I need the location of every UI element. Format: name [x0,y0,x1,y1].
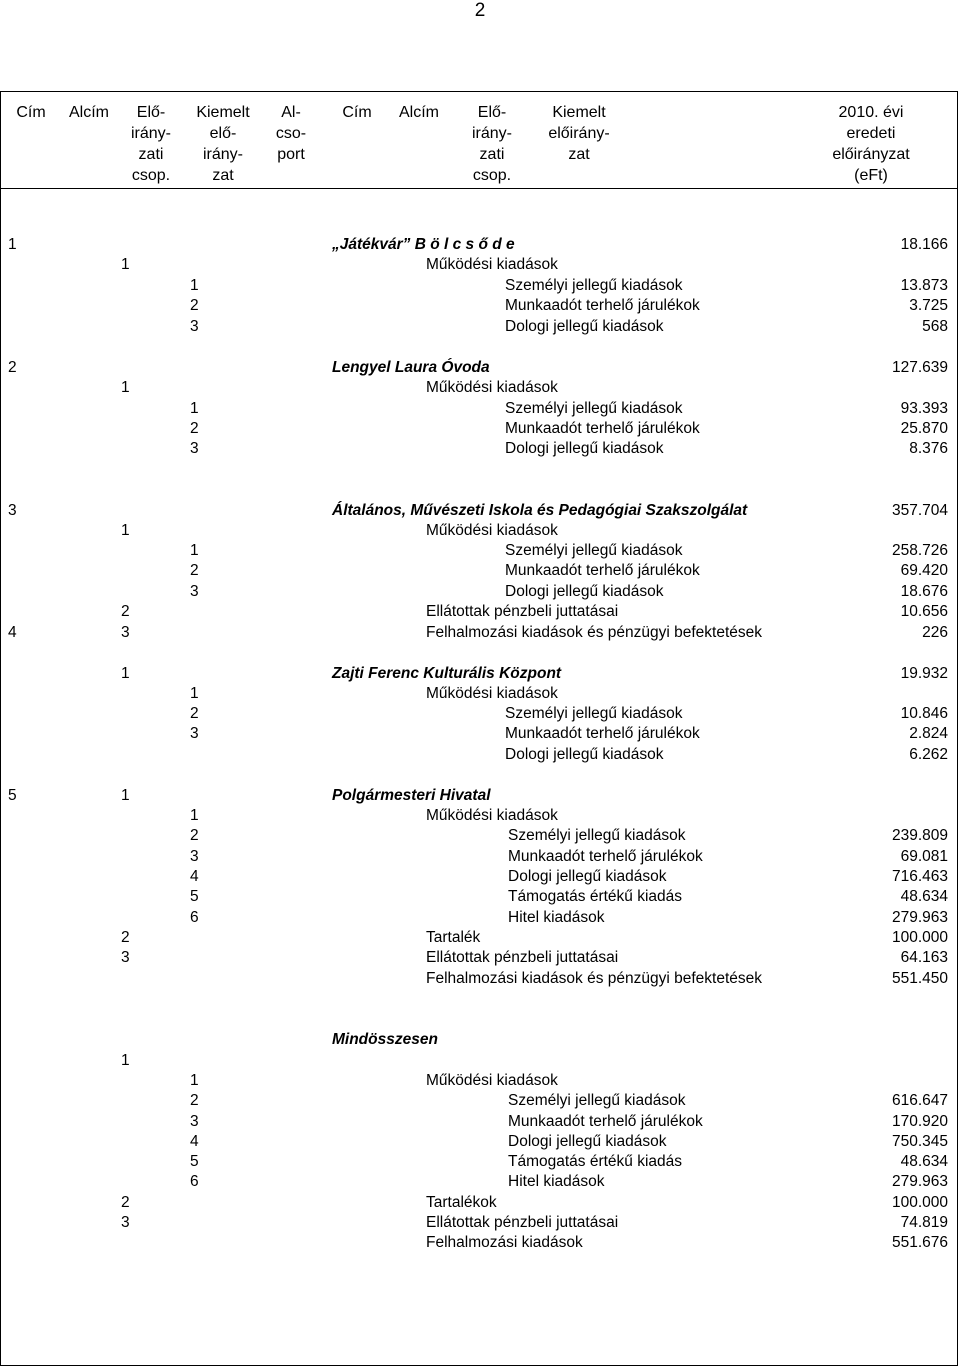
header-eredeti-eloiranyzat: 2010. évi eredeti előirányzat (eFt) [832,104,910,184]
row-label: Dologi jellegű kiadások [505,318,664,335]
row-label: Munkaadót terhelő járulékok [505,420,700,437]
row-label: Munkaadót terhelő járulékok [508,1113,703,1130]
eloiranyzati-csop-number: 1 [190,685,199,702]
alcim-number: 3 [121,949,130,966]
row-label: Dologi jellegű kiadások [508,1133,667,1150]
row-value: 48.634 [900,1153,948,1170]
eloiranyzati-csop-number: 1 [190,542,199,559]
eloiranyzati-csop-number: 4 [190,1133,199,1150]
eloiranyzati-csop-number: 1 [190,277,199,294]
eloiranyzati-csop-number: 4 [190,868,199,885]
row-value: 13.873 [900,277,948,294]
row-label: „Játékvár” B ö l c s ő d e [332,236,515,253]
cim-number: 5 [8,787,17,804]
row-value: 716.463 [891,868,948,885]
alcim-number: 1 [121,665,130,682]
cim-number: 3 [8,502,17,519]
row-label: Dologi jellegű kiadások [508,868,667,885]
eloiranyzati-csop-number: 6 [190,1173,199,1190]
row-label: Felhalmozási kiadások és pénzügyi befektetések [426,970,763,987]
row-label: Személyi jellegű kiadások [505,542,683,559]
cim-number: 4 [8,624,17,641]
row-value: 100.000 [891,1194,948,1211]
row-label: Tartalékok [426,1194,497,1211]
row-value: 551.676 [891,1234,948,1251]
row-label: Személyi jellegű kiadások [508,827,686,844]
row-label: Munkaadót terhelő járulékok [505,297,700,314]
alcim-number: 2 [121,929,130,946]
eloiranyzati-csop-number: 2 [190,1092,199,1109]
row-value: 2.824 [909,725,948,742]
row-value: 19.932 [900,665,948,682]
row-label: Működési kiadások [426,685,558,702]
row-label: Általános, Művészeti Iskola és Pedagógiai Szakszolgálat [332,502,748,519]
header-cim-2: Cím [342,104,372,121]
row-label: Hitel kiadások [508,1173,605,1190]
row-value: 18.676 [900,583,948,600]
row-label: Működési kiadások [426,256,558,273]
row-value: 127.639 [891,359,948,376]
row-label: Ellátottak pénzbeli juttatásai [426,1214,619,1231]
row-label: Működési kiadások [426,522,558,539]
row-label: Működési kiadások [426,1072,558,1089]
header-eloiranyzati-csop-2: Elő- irány- zati csop. [471,104,512,184]
eloiranyzati-csop-number: 3 [190,583,199,600]
eloiranyzati-csop-number: 6 [190,909,199,926]
row-value: 100.000 [891,929,948,946]
eloiranyzati-csop-number: 3 [190,1113,199,1130]
alcim-number: 3 [121,1214,130,1231]
row-label: Támogatás értékű kiadás [508,888,683,905]
row-label: Ellátottak pénzbeli juttatásai [426,949,619,966]
row-label: Hitel kiadások [508,909,605,926]
alcim-number: 3 [121,624,130,641]
eloiranyzati-csop-number: 3 [190,848,199,865]
alcim-number: 2 [121,603,130,620]
row-label: Polgármesteri Hivatal [332,787,491,804]
eloiranyzati-csop-number: 1 [190,807,199,824]
header-divider [1,188,957,189]
row-value: 10.846 [900,705,948,722]
row-value: 8.376 [909,440,948,457]
alcim-number: 1 [121,1052,130,1069]
row-value: 750.345 [891,1133,948,1150]
row-value: 279.963 [891,1173,948,1190]
row-label: Ellátottak pénzbeli juttatásai [426,603,619,620]
header-cim-1: Cím [16,104,46,121]
row-label: Mindösszesen [332,1031,438,1048]
row-value: 64.163 [900,949,948,966]
cim-number: 2 [8,359,17,376]
row-label: Munkaadót terhelő járulékok [508,848,703,865]
row-value: 69.420 [900,562,948,579]
row-label: Tartalék [426,929,481,946]
row-label: Működési kiadások [426,807,558,824]
row-value: 616.647 [891,1092,948,1109]
eloiranyzati-csop-number: 1 [190,1072,199,1089]
eloiranyzati-csop-number: 3 [190,318,199,335]
eloiranyzati-csop-number: 5 [190,1153,199,1170]
eloiranyzati-csop-number: 3 [190,440,199,457]
row-label: Felhalmozási kiadások [426,1234,583,1251]
header-kiemelt-2: Kiemelt előirány- zat [548,104,610,163]
row-label: Zajti Ferenc Kulturális Központ [332,665,562,682]
row-label: Működési kiadások [426,379,558,396]
eloiranyzati-csop-number: 2 [190,562,199,579]
eloiranyzati-csop-number: 2 [190,827,199,844]
row-value: 48.634 [900,888,948,905]
header-eloiranyzati-csop-1: Elő- irány- zati csop. [130,104,171,184]
row-value: 357.704 [891,502,948,519]
header-alcsoport: Al- cso- port [275,104,307,163]
row-label: Dologi jellegű kiadások [505,440,664,457]
alcim-number: 1 [121,256,130,273]
row-label: Munkaadót terhelő járulékok [505,562,700,579]
row-value: 6.262 [909,746,948,763]
header-alcim-2: Alcím [399,104,439,121]
cim-number: 1 [8,236,17,253]
row-label: Személyi jellegű kiadások [505,277,683,294]
budget-table [0,91,958,1366]
eloiranyzati-csop-number: 2 [190,420,199,437]
alcim-number: 1 [121,787,130,804]
eloiranyzati-csop-number: 2 [190,705,199,722]
eloiranyzati-csop-number: 2 [190,297,199,314]
alcim-number: 2 [121,1194,130,1211]
alcim-number: 1 [121,522,130,539]
row-value: 239.809 [891,827,948,844]
header-kiemelt-1: Kiemelt elő- irány- zat [196,104,250,184]
alcim-number: 1 [121,379,130,396]
page-number: 2 [474,0,486,21]
row-value: 10.656 [900,603,948,620]
eloiranyzati-csop-number: 1 [190,400,199,417]
row-value: 93.393 [900,400,948,417]
row-label: Dologi jellegű kiadások [505,746,664,763]
row-label: Munkaadót terhelő járulékok [505,725,700,742]
eloiranyzati-csop-number: 3 [190,725,199,742]
row-label: Támogatás értékű kiadás [508,1153,683,1170]
row-value: 551.450 [891,970,948,987]
row-value: 279.963 [891,909,948,926]
row-label: Lengyel Laura Óvoda [332,359,490,376]
header-alcim-1: Alcím [69,104,109,121]
row-label: Dologi jellegű kiadások [505,583,664,600]
row-value: 170.920 [891,1113,948,1130]
row-value: 18.166 [900,236,948,253]
row-value: 69.081 [900,848,948,865]
row-label: Felhalmozási kiadások és pénzügyi befektetések [426,624,763,641]
row-value: 258.726 [891,542,948,559]
row-value: 226 [922,624,948,641]
row-value: 74.819 [900,1214,948,1231]
row-value: 568 [922,318,948,335]
eloiranyzati-csop-number: 5 [190,888,199,905]
row-value: 25.870 [900,420,948,437]
row-value: 3.725 [909,297,948,314]
row-label: Személyi jellegű kiadások [505,705,683,722]
row-label: Személyi jellegű kiadások [505,400,683,417]
row-label: Személyi jellegű kiadások [508,1092,686,1109]
